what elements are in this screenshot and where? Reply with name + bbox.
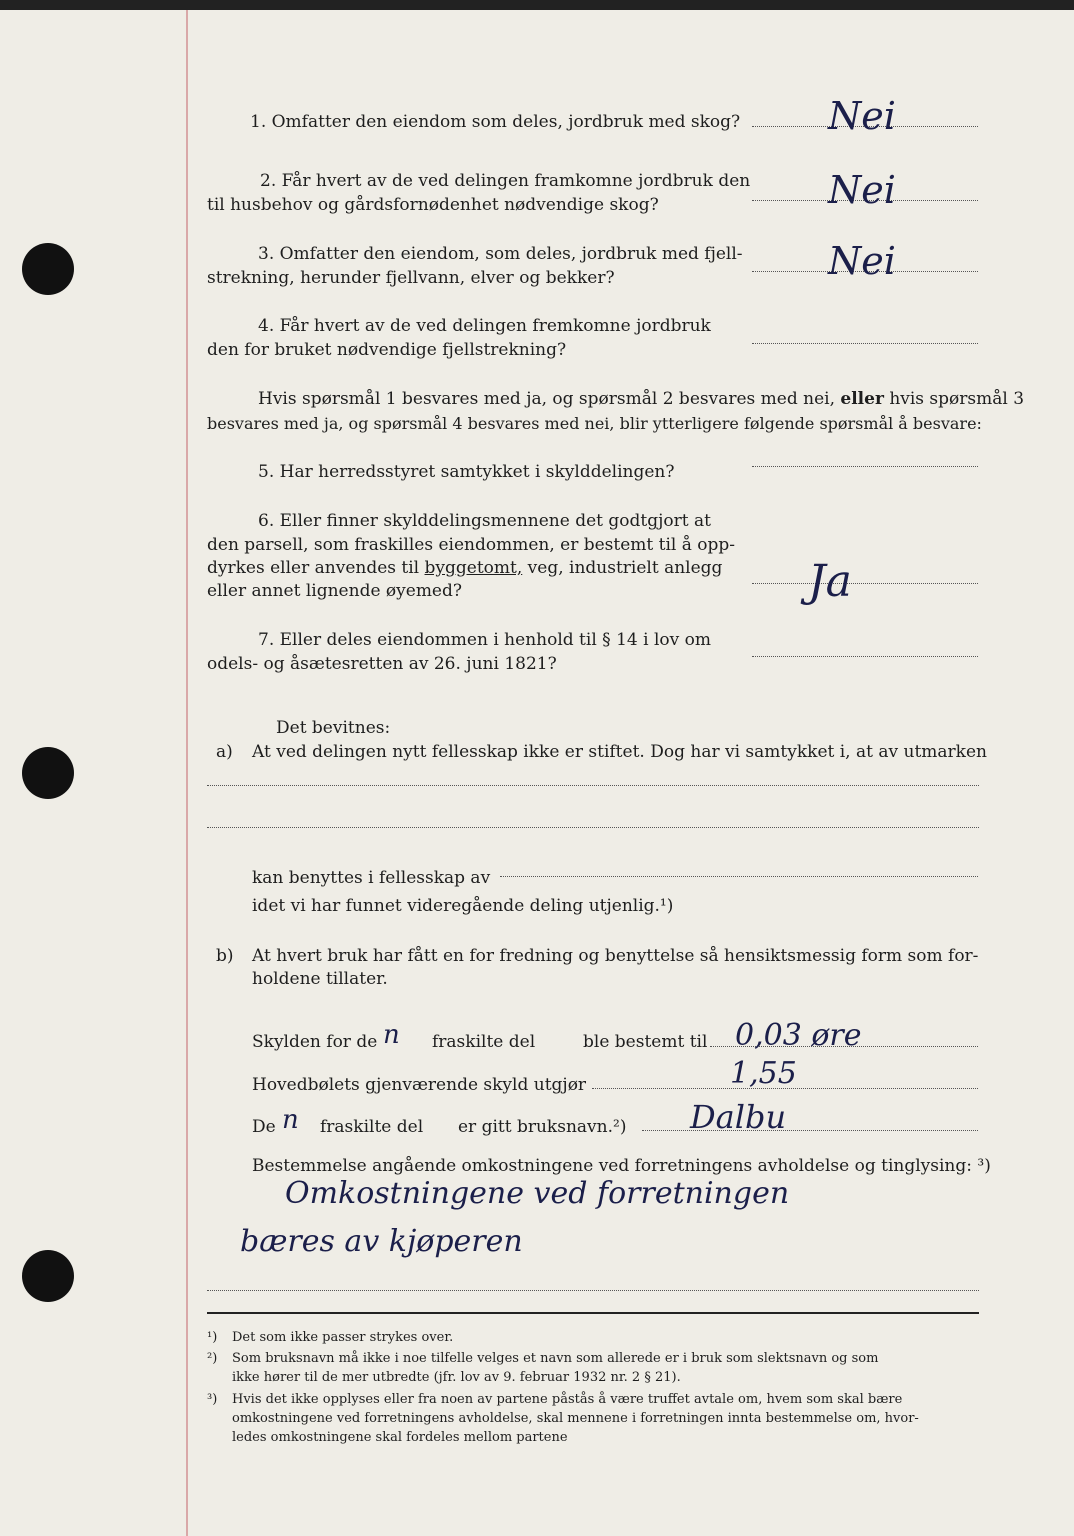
- question-7-line-1: 7. Eller deles eiendommen i henhold til § 14 i lov om: [258, 630, 711, 650]
- attest-a-blank-1: [207, 785, 979, 786]
- answer-line-7: [752, 656, 978, 657]
- question-3-line-2: strekning, herunder fjellvann, elver og bekker?: [207, 268, 615, 288]
- question-6-line-3-a: dyrkes eller anvendes til: [207, 558, 420, 578]
- footnote-2-line-2: ikke hører til de mer utbredte (jfr. lov av 9. februar 1932 nr. 2 § 21).: [232, 1370, 681, 1385]
- conditional-line-1: [258, 388, 1024, 411]
- answer-6: Ja: [808, 556, 852, 607]
- further-division-text: idet vi har funnet videregående deling utjenlig.¹): [252, 896, 674, 916]
- attest-a-text: At ved delingen nytt fellesskap ikke er stiftet. Dog har vi samtykket i, at av utmarken: [252, 742, 987, 762]
- conditional-text-a: Hvis spørsmål 1 besvares med ja, og spørsmål 2 besvares med nei,: [258, 389, 835, 409]
- footnote-1-label: ¹): [207, 1330, 218, 1345]
- footnote-2-line-1: Som bruksnavn må ikke i noe tilfelle velges et navn som allerede er i bruk som slektsnavn og som: [232, 1351, 879, 1366]
- name-label-a: De: [252, 1117, 276, 1137]
- skyld-label-b: fraskilte del: [432, 1032, 536, 1052]
- question-6-line-3: [207, 557, 722, 580]
- footnote-rule: [207, 1312, 979, 1314]
- question-4-line-1: 4. Får hvert av de ved delingen fremkomne jordbruk: [258, 316, 711, 336]
- answer-line-4: [752, 343, 978, 344]
- skyld-value: 0,03 øre: [735, 1018, 862, 1053]
- main-farm-value: 1,55: [730, 1056, 797, 1091]
- name-handwritten: n: [282, 1105, 299, 1135]
- common-use-label: kan benyttes i fellesskap av: [252, 868, 491, 888]
- question-3-line-1: 3. Omfatter den eiendom, som deles, jordbruk med fjell-: [258, 244, 743, 264]
- footnote-3-label: ³): [207, 1392, 218, 1407]
- attest-b-line-1: At hvert bruk har fått en for fredning og benyttelse så hensiktsmessig form som for-: [252, 946, 979, 966]
- common-use-blank: [500, 876, 978, 877]
- name-label-b: fraskilte del: [320, 1117, 424, 1137]
- question-6-line-2: den parsell, som fraskilles eiendommen, er bestemt til å opp-: [207, 535, 736, 555]
- question-6-line-1: 6. Eller finner skylddelingsmennene det godtgjort at: [258, 511, 711, 531]
- question-7-line-2: odels- og åsætesretten av 26. juni 1821?: [207, 654, 557, 674]
- question-1: 1. Omfatter den eiendom som deles, jordbruk med skog?: [250, 112, 741, 132]
- conditional-bold: eller: [840, 389, 884, 409]
- question-5: 5. Har herredsstyret samtykket i skylddelingen?: [258, 462, 675, 482]
- attest-b-line-2: holdene tillater.: [252, 969, 388, 989]
- footnote-3-line-3: ledes omkostningene skal fordeles mellom partene: [232, 1430, 568, 1445]
- punch-hole-middle: [22, 747, 74, 799]
- costs-handwritten-line-1: Omkostningene ved forretningen: [285, 1176, 790, 1211]
- question-2-line-1: 2. Får hvert av de ved delingen framkomne jordbruk den: [260, 171, 751, 191]
- answer-2: Nei: [828, 168, 896, 212]
- answer-line-5: [752, 466, 978, 467]
- skyld-label-a: Skylden for de: [252, 1032, 378, 1052]
- costs-blank-line: [207, 1290, 979, 1291]
- question-6-underlined: byggetomt,: [424, 558, 523, 578]
- document-page: [0, 10, 1074, 1536]
- footnote-3-line-1: Hvis det ikke opplyses eller fra noen av partene påstås å være truffet avtale om, hvem som skal bære: [232, 1392, 903, 1407]
- answer-line-6: [752, 583, 978, 584]
- costs-label: Bestemmelse angående omkostningene ved forretningens avholdelse og tinglysing: ³): [252, 1156, 991, 1176]
- footnote-2-label: ²): [207, 1351, 218, 1366]
- farm-name-value: Dalbu: [690, 1098, 787, 1136]
- scan-top-edge: [0, 0, 1074, 10]
- conditional-text-b: hvis spørsmål 3: [889, 389, 1025, 409]
- question-6-line-4: eller annet lignende øyemed?: [207, 581, 462, 601]
- margin-line: [186, 10, 188, 1536]
- question-4-line-2: den for bruket nødvendige fjellstrekning?: [207, 340, 567, 360]
- attest-a-blank-2: [207, 827, 979, 828]
- attest-heading: Det bevitnes:: [276, 718, 391, 738]
- attest-a-label: a): [216, 742, 233, 762]
- question-2-line-2: til husbehov og gårdsfornødenhet nødvendige skog?: [207, 195, 659, 215]
- punch-hole-top: [22, 243, 74, 295]
- conditional-line-2: besvares med ja, og spørsmål 4 besvares med nei, blir ytterligere følgende spørsmål å besvare:: [207, 414, 982, 433]
- answer-1: Nei: [828, 94, 896, 138]
- name-label-c: er gitt bruksnavn.²): [458, 1117, 627, 1137]
- footnote-1: Det som ikke passer strykes over.: [232, 1330, 454, 1345]
- answer-3: Nei: [828, 239, 896, 283]
- skyld-label-c: ble bestemt til: [583, 1032, 708, 1052]
- punch-hole-bottom: [22, 1250, 74, 1302]
- skyld-handwritten: n: [383, 1020, 400, 1050]
- main-farm-label: Hovedbølets gjenværende skyld utgjør: [252, 1075, 587, 1095]
- question-6-line-3-b: veg, industrielt anlegg: [527, 558, 723, 578]
- costs-handwritten-line-2: bæres av kjøperen: [240, 1224, 523, 1259]
- attest-b-label: b): [216, 946, 234, 966]
- footnote-3-line-2: omkostningene ved forretningens avholdelse, skal mennene i forretningen innta bestemmelse om, hvor-: [232, 1411, 919, 1426]
